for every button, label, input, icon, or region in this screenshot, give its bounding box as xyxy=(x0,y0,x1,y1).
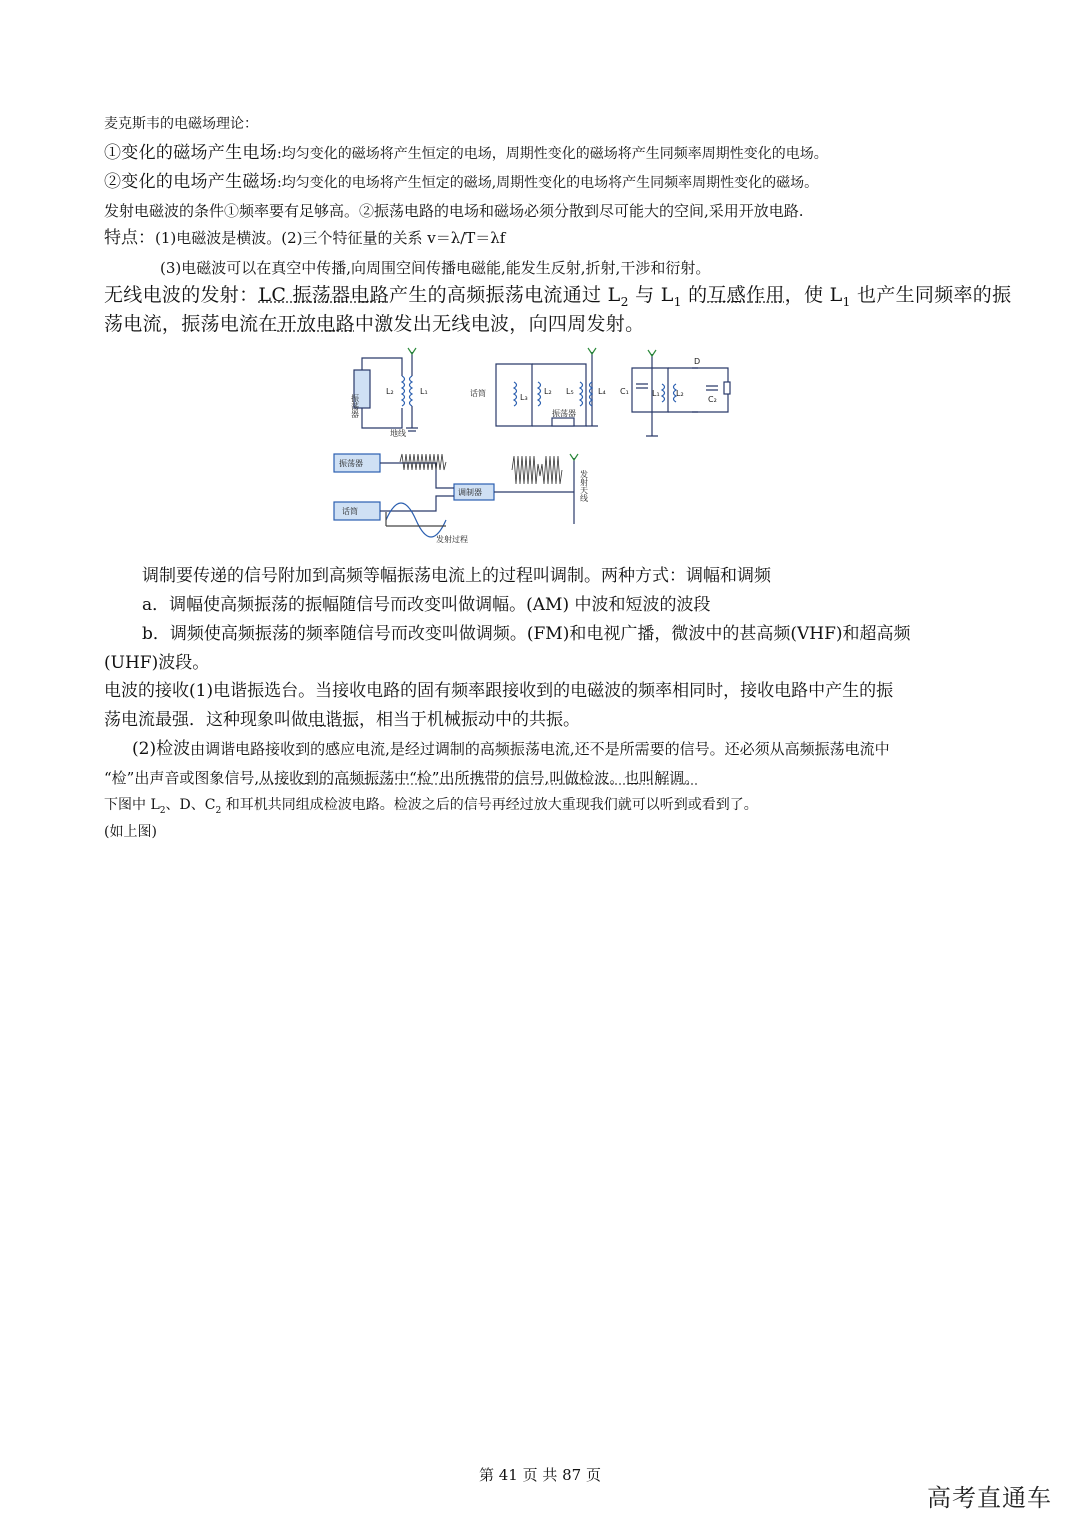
text-line: ②变化的电场产生磁场:均匀变化的电场将产生恒定的磁场,周期性变化的电场将产生同频率周期性变化的磁场。 xyxy=(104,172,819,192)
carrier-wave xyxy=(400,454,562,484)
text-line: 发射电磁波的条件①频率要有足够高。②振荡电路的电场和磁场必须分散到尽可能大的空间,采用开放电路. xyxy=(104,202,804,220)
text-line: 荡电流最强．这种现象叫做电谐振，相当于机械振动中的共振。 xyxy=(104,710,580,730)
transmission-diagram xyxy=(326,342,748,557)
block-mic: 话筒 xyxy=(342,507,358,516)
text-line: 麦克斯韦的电磁场理论： xyxy=(104,116,258,132)
ground-label: 地线 xyxy=(390,429,406,438)
label-L5: L₅ xyxy=(566,387,574,396)
osc-label: 振荡器 xyxy=(350,394,360,418)
text-line: b．调频使高频振荡的频率随信号而改变叫做调频。(FM)和电视广播，微波中的甚高频(VHF)和超高频 xyxy=(142,624,911,644)
text-line: 无线电波的发射：LC 振荡器电路产生的高频振荡电流通过 $L_2$ 与 $L_1$ 的互感作用，使 $L_1$ 也产生同频率的振 xyxy=(104,284,1012,309)
text-line: (2)检波由调谐电路接收到的感应电流,是经过调制的高频振荡电流,还不是所需要的信号。还必须从高频振荡电流中 xyxy=(132,739,890,759)
label-L2: L₂ xyxy=(386,387,394,396)
label-C2: C₂ xyxy=(708,395,717,404)
text-line: (如上图) xyxy=(104,824,157,840)
text-line: 荡电流，振荡电流在开放电路中激发出无线电波，向四周发射。 xyxy=(104,313,645,335)
text-line: (UHF)波段。 xyxy=(104,653,210,673)
block-modulator: 调制器 xyxy=(458,488,482,497)
label-C1: C₁ xyxy=(620,387,629,396)
label-L1c: L₁ xyxy=(652,389,660,398)
text-line: 下图中 $L_2$、D、$C_2$ 和耳机共同组成检波电路。检波之后的信号再经过放大重现我们就可以听到或看到了。 xyxy=(104,797,758,816)
text-line: “检”出声音或图象信号,从接收到的高频振荡中“检”出所携带的信号,叫做检波。也叫解调。 xyxy=(104,769,700,787)
label-L4: L₄ xyxy=(598,387,606,396)
mic-label: 话筒 xyxy=(470,389,486,398)
diagram-caption: 发射过程 xyxy=(436,535,468,544)
watermark: 高考直通车 xyxy=(927,1484,1052,1512)
text-line: 电波的接收(1)电谐振选台。当接收电路的固有频率跟接收到的电磁波的频率相同时，接收电路中产生的振 xyxy=(104,681,894,701)
page-footer: 第 41 页 共 87 页 xyxy=(478,1466,601,1484)
text-line: a．调幅使高频振荡的振幅随信号而改变叫做调幅。(AM) 中波和短波的波段 xyxy=(142,595,711,615)
text-line: 调制要传递的信号附加到高频等幅振荡电流上的过程叫调制。两种方式：调幅和调频 xyxy=(142,566,771,586)
antenna-label: 发射天线 xyxy=(579,470,589,502)
label-D: D xyxy=(694,357,701,366)
osc2-label: 振荡器 xyxy=(552,409,576,418)
label-L3: L₃ xyxy=(520,393,528,402)
text-line: (3)电磁波可以在真空中传播,向周围空间传播电磁能,能发生反射,折射,干涉和衍射。 xyxy=(160,259,711,277)
label-L2c: L₂ xyxy=(676,389,684,398)
label-L2b: L₂ xyxy=(544,387,552,396)
text-line: ①变化的磁场产生电场:均匀变化的磁场将产生恒定的电场，周期性变化的磁场将产生同频率周期性变化的电场。 xyxy=(104,143,828,163)
block-oscillator: 振荡器 xyxy=(339,459,363,468)
text-line: 特点：(1)电磁波是横波。(2)三个特征量的关系 v＝λ/T＝λf xyxy=(104,228,506,248)
label-L1: L₁ xyxy=(420,387,428,396)
